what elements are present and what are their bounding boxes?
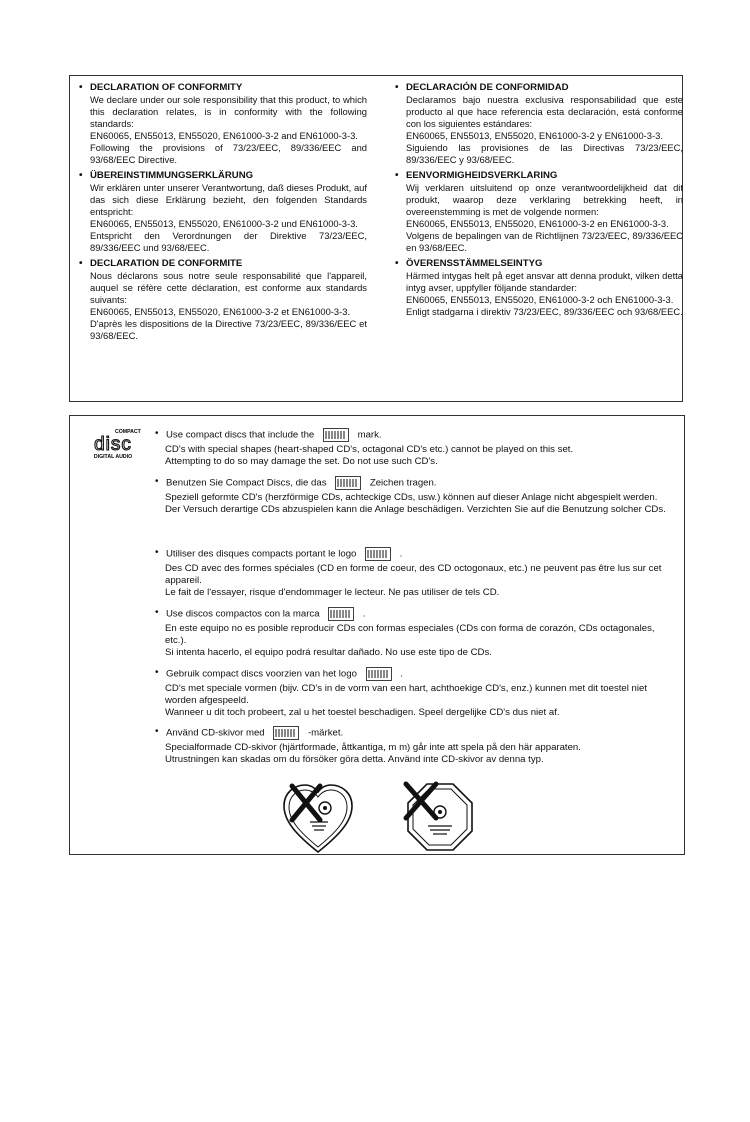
declaration-directive: Enligt stadgarna i direktiv 73/23/EEC, 89/336/EEC och 93/68/EEC. bbox=[406, 306, 683, 317]
compact-disc-mini-logo bbox=[366, 667, 392, 681]
cd-warning bbox=[155, 623, 675, 659]
cd-instruction-text: Benutzen Sie Compact Discs, die das bbox=[166, 477, 327, 489]
cd-instruction-text: Use discos compactos con la marca bbox=[166, 608, 320, 620]
bullet: • bbox=[395, 258, 399, 269]
bullet: • bbox=[155, 607, 159, 618]
cd-instruction bbox=[155, 428, 675, 444]
declaration-title: EENVORMIGHEIDSVERKLARING bbox=[406, 170, 558, 181]
cd-warning-paragraph: Specialformade CD-skivor (hjärtformade, åttkantiga, m m) går inte att spela på den här apparaten. bbox=[165, 742, 581, 753]
cd-instruction-text: Gebruik compact discs voorzien van het logo bbox=[166, 668, 357, 680]
cd-warning-paragraph: Des CD avec des formes spéciales (CD en forme de coeur, des CD octogonaux, etc.) ne peuvent pas être lus sur cet appareil. bbox=[165, 563, 662, 586]
declaration-body bbox=[90, 270, 367, 342]
cd-warning-paragraph: En este equipo no es posible reproducir CDs con formas especiales (CDs con forma de corazón, CDs octagonales, etc.). bbox=[165, 623, 655, 646]
bullet: • bbox=[155, 428, 159, 439]
cd-instruction bbox=[155, 607, 675, 623]
bullet: • bbox=[395, 82, 399, 93]
declarations-left-column bbox=[79, 82, 367, 346]
cd-warning-paragraph: Wanneer u dit toch probeert, zal u het toestel beschadigen. Speel dergelijke CD's dus niet af. bbox=[165, 707, 560, 718]
compact-disc-logo bbox=[83, 427, 143, 461]
bullet: • bbox=[395, 170, 399, 181]
cd-warning-paragraph: Attempting to do so may damage the set. Do not use such CD's. bbox=[165, 456, 438, 467]
declaration-sv bbox=[395, 258, 683, 318]
cd-instruction-text-end: -märket. bbox=[307, 727, 344, 739]
declaration-paragraph: We declare under our sole responsibility that this product, to which this declaration relates, is in conformity with the following standards: bbox=[90, 94, 367, 129]
cd-instruction-text: Use compact discs that include the bbox=[166, 429, 315, 441]
cd-instruction bbox=[155, 476, 675, 492]
declaration-fr bbox=[79, 258, 367, 342]
declaration-body bbox=[90, 182, 367, 254]
compact-disc-mini-logo bbox=[365, 547, 391, 561]
declaration-paragraph: Declaramos bajo nuestra exclusiva responsabilidad que este producto al que hace referencia esta declaración, está conforme con los siguientes estándares: bbox=[406, 94, 683, 129]
declaration-standards: EN60065, EN55013, EN55020, EN61000-3-2 et EN61000-3-3. bbox=[90, 306, 351, 317]
cd-section-es bbox=[155, 607, 675, 659]
cd-warning bbox=[155, 742, 675, 766]
bullet: • bbox=[155, 667, 159, 678]
bullet: • bbox=[155, 726, 159, 737]
declarations-box bbox=[69, 75, 683, 402]
cd-warning-paragraph: CD's met speciale vormen (bijv. CD's in de vorm van een hart, achthoekige CD's, enz.) kunnen met dit toestel niet worden afgespeeld. bbox=[165, 683, 648, 706]
declaration-directive: Following the provisions of 73/23/EEC, 89/336/EEC and 93/68/EEC Directive. bbox=[90, 142, 367, 165]
declaration-es bbox=[395, 82, 683, 166]
cd-warning-paragraph: Utrustningen kan skadas om du försöker göra detta. Använd inte CD-skivor av denna typ. bbox=[165, 754, 544, 765]
compact-disc-mini-logo bbox=[273, 726, 299, 740]
bullet: • bbox=[79, 82, 83, 93]
declaration-paragraph: Nous déclarons sous notre seule responsabilité que l'appareil, auquel se réfère cette déclaration, est conforme aux standards suivants: bbox=[90, 270, 367, 305]
cd-warning-paragraph: CD's with special shapes (heart-shaped CD's, octagonal CD's etc.) cannot be played on this set. bbox=[165, 444, 574, 455]
declaration-body bbox=[406, 182, 683, 254]
declaration-directive: Entspricht den Verordnungen der Direktive 73/23/EEC, 89/336/EEC und 93/68/EEC. bbox=[90, 230, 367, 253]
declaration-standards: EN60065, EN55013, EN55020, EN61000-3-2 and EN61000-3-3. bbox=[90, 130, 358, 141]
compact-disc-mini-logo bbox=[323, 428, 349, 442]
cd-logo-top-text: COMPACT bbox=[115, 429, 141, 435]
cd-section-fr bbox=[155, 547, 675, 599]
declaration-title: ÜBEREINSTIMMUNGSERKLÄRUNG bbox=[90, 170, 254, 181]
bullet: • bbox=[79, 170, 83, 181]
declaration-paragraph: Wij verklaren uitsluitend op onze verantwoordelijkheid dat dit produkt, waarop deze verklaring betrekking heeft, in overeenstemming is met de volgende normen: bbox=[406, 182, 683, 217]
cd-instruction-text-end: . bbox=[399, 548, 403, 560]
cd-instruction bbox=[155, 547, 675, 563]
cd-warning-paragraph: Le fait de l'essayer, risque d'endommager le lecteur. Ne pas utiliser de tels CD. bbox=[165, 587, 500, 598]
cd-instruction-text: Använd CD-skivor med bbox=[166, 727, 265, 739]
cd-logo-bottom-text: DIGITAL AUDIO bbox=[93, 454, 133, 460]
cd-section-nl bbox=[155, 667, 675, 719]
octagonal-disc-prohibited-icon bbox=[400, 778, 480, 858]
bullet: • bbox=[79, 258, 83, 269]
cd-warning bbox=[155, 563, 675, 599]
declaration-standards: EN60065, EN55013, EN55020, EN61000-3-2 och EN61000-3-3. bbox=[406, 294, 674, 305]
cd-section-de bbox=[155, 476, 675, 516]
declaration-directive: Siguiendo las provisiones de las Directivas 73/23/EEC, 89/336/EEC y 93/68/EEC. bbox=[406, 142, 683, 165]
declaration-title: DECLARATION OF CONFORMITY bbox=[90, 82, 243, 93]
compact-disc-box bbox=[69, 415, 685, 855]
declaration-nl bbox=[395, 170, 683, 254]
cd-instruction-text-end: Zeichen tragen. bbox=[369, 477, 437, 489]
declarations-right-column bbox=[395, 82, 683, 322]
bullet: • bbox=[155, 547, 159, 558]
cd-warning bbox=[155, 683, 675, 719]
cd-section-en bbox=[155, 428, 675, 468]
cd-warning-paragraph: Der Versuch derartige CDs abzuspielen kann die Anlage beschädigen. Verzichten Sie auf die Benutzung solcher CDs. bbox=[165, 504, 666, 515]
bullet: • bbox=[155, 476, 159, 487]
declaration-title: DECLARACIÓN DE CONFORMIDAD bbox=[406, 82, 569, 93]
declaration-en bbox=[79, 82, 367, 166]
compact-disc-mini-logo bbox=[328, 607, 354, 621]
cd-instruction-text-end: mark. bbox=[357, 429, 382, 441]
declaration-body bbox=[406, 94, 683, 166]
cd-warning-paragraph: Si intenta hacerlo, el equipo podrá resultar dañado. No use este tipo de CDs. bbox=[165, 647, 492, 658]
cd-warning bbox=[155, 444, 675, 468]
cd-instruction-text-end: . bbox=[362, 608, 366, 620]
cd-warning-paragraph: Speziell geformte CD's (herzförmige CDs, achteckige CDs, usw.) können auf dieser Anlage nicht abgespielt werden. bbox=[165, 492, 658, 503]
declaration-title: DECLARATION DE CONFORMITE bbox=[90, 258, 243, 269]
cd-section-sv bbox=[155, 726, 675, 766]
declaration-body bbox=[406, 270, 683, 318]
cd-instruction bbox=[155, 667, 675, 683]
declaration-de bbox=[79, 170, 367, 254]
declaration-standards: EN60065, EN55013, EN55020, EN61000-3-2 y EN61000-3-3. bbox=[406, 130, 663, 141]
declaration-title: ÖVERENSSTÄMMELSEINTYG bbox=[406, 258, 543, 269]
heart-shaped-disc-prohibited-icon bbox=[278, 778, 358, 858]
declaration-directive: Volgens de bepalingen van de Richtlijnen 73/23/EEC, 89/336/EEC en 93/68/EEC. bbox=[406, 230, 683, 253]
declaration-standards: EN60065, EN55013, EN55020, EN61000-3-2 en EN61000-3-3. bbox=[406, 218, 669, 229]
declaration-paragraph: Wir erklären unter unserer Verantwortung, daß dieses Produkt, auf das sich diese Erklärung bezieht, den folgenden Standards entspricht: bbox=[90, 182, 367, 217]
declaration-paragraph: Härmed intygas helt på eget ansvar att denna produkt, vilken detta intyg avser, uppfyller följande standarder: bbox=[406, 270, 683, 293]
cd-instruction-text: Utiliser des disques compacts portant le logo bbox=[166, 548, 357, 560]
compact-disc-mini-logo bbox=[335, 476, 361, 490]
declaration-body bbox=[90, 94, 367, 166]
cd-warning bbox=[155, 492, 675, 516]
cd-instruction-text-end: . bbox=[400, 668, 403, 680]
declaration-directive: D'après les dispositions de la Directive 73/23/EEC, 89/336/EEC et 93/68/EEC. bbox=[90, 318, 367, 341]
cd-instruction bbox=[155, 726, 675, 742]
cd-logo-main-text: disc bbox=[94, 434, 132, 455]
declaration-standards: EN60065, EN55013, EN55020, EN61000-3-2 und EN61000-3-3. bbox=[90, 218, 358, 229]
